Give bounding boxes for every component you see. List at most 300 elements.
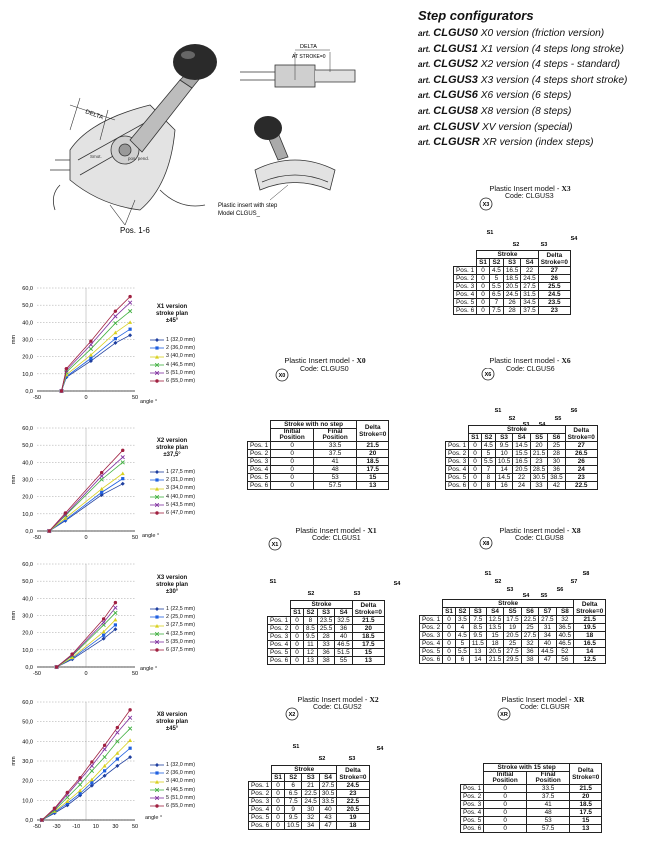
stroke-cell: 33 [530,482,547,490]
step-label: S2 [508,416,516,422]
legend-item [150,377,195,385]
chart-x8-stroke-plan [5,694,145,834]
final-cell: 33.5 [527,785,570,793]
legend-label: 2 (36,0 mm) [166,770,196,777]
pos-cell: Pos. 5 [248,474,271,482]
delta-cell: 20 [357,450,389,458]
art-prefix: art. [418,91,431,101]
table-row [461,785,602,793]
stroke-cell: 21.5 [530,450,547,458]
delta-cell: 23.5 [538,299,570,307]
initial-cell: 0 [271,474,314,482]
stroke-cell: 34 [539,632,556,640]
initial-position-header: Initial Position [484,772,527,785]
initial-cell: 0 [271,482,314,490]
legend-item [150,613,195,621]
insert-x2-table [248,765,370,830]
final-position-header: Final Position [314,429,357,442]
y-tick-label: 30,0 [22,337,33,344]
step-col-header: S6 [548,434,565,442]
stroke-cell: 0 [291,657,304,665]
table-row [249,814,370,822]
series-4 [60,309,132,392]
pos-cell: Pos. 2 [454,275,477,283]
table-row [420,632,606,640]
configurator-line [418,57,648,73]
legend-item [150,476,195,484]
step-label: S5 [540,593,548,599]
y-tick-label: 0,0 [25,389,33,395]
table-row [268,633,385,641]
legend-swatch-icon [150,469,164,475]
delta-cell: 12.5 [574,656,606,664]
delta-cell: 18 [337,822,369,830]
delta-cell: 13 [357,482,389,490]
chart-title-line: ±30° [165,589,179,595]
delta-cell: 21.5 [357,442,389,450]
stroke-cell: 33.5 [319,798,336,806]
step-label: S8 [582,571,590,577]
article-description: X0 version (friction version) [480,28,605,39]
delta-header [352,601,384,617]
stroke-cell: 52 [556,648,573,656]
data-point [114,315,118,319]
initial-position-header: Initial Position [271,429,314,442]
data-point [53,807,56,810]
x-tick-label: -50 [33,671,41,677]
data-point [128,727,132,731]
y-tick-label: 20,0 [22,494,33,501]
stroke-cell: 6 [455,656,469,664]
delta-header-line: Delta [573,426,590,434]
y-tick-label: 10,0 [22,511,33,518]
legend-swatch-icon [150,337,164,343]
chart-x1-xlabel: angle ° [140,399,158,405]
model-badge-label: X3 [482,202,490,208]
series-line [62,303,131,391]
stroke-cell: 40.5 [556,632,573,640]
chart-x3-stroke-plan [5,556,145,681]
stroke-cell: 27.5 [319,782,336,790]
table-corner [454,251,477,267]
lever-text-2: pos. pend. [128,156,150,161]
data-point [116,757,119,760]
stroke-cell: 0 [443,624,456,632]
step-col-header: S4 [319,774,336,782]
stroke-cell: 24.5 [521,275,538,283]
delta-cell: 23 [565,474,597,482]
art-prefix: art. [418,138,431,148]
table-row [268,625,385,633]
article-code: CLGUS0 [433,27,478,39]
y-tick-label: 50,0 [22,443,33,450]
art-prefix: art. [418,106,431,116]
step-label: S2 [307,591,315,597]
series-5 [60,301,132,393]
x-tick-label: 10 [92,824,99,830]
stroke-cell: 37.5 [521,307,538,315]
legend-swatch-icon [150,494,164,500]
stroke-cell: 14.5 [513,442,530,450]
stroke-cell: 5.5 [481,458,495,466]
stroke-cell: 40 [335,633,352,641]
chart-title-line: stroke plan [155,311,188,317]
pos-cell: Pos. 5 [249,814,272,822]
pos-cell: Pos. 3 [461,801,484,809]
table-row [248,466,389,474]
table-row [446,482,598,490]
legend-label: 2 (31,0 mm) [166,477,196,484]
delta-cell: 26.5 [565,450,597,458]
legend-item [150,621,195,629]
delta-cell: 21.5 [352,617,384,625]
x-tick-label: -50 [33,535,41,541]
data-point [128,295,131,298]
delta-cell: 18.5 [570,801,602,809]
stroke-cell: 15 [486,632,503,640]
step-col-header: S5 [530,434,547,442]
step-col-header: S1 [477,259,490,267]
delta-cell: 13 [570,825,602,833]
insert-x8-diagram [478,537,603,602]
legend-swatch-icon [150,614,164,620]
table-row [268,649,385,657]
final-cell: 53 [527,817,570,825]
delta-cell: 21.5 [570,785,602,793]
legend-item [150,777,195,785]
pos-cell: Pos. 6 [446,482,469,490]
stroke-cell: 0 [272,814,285,822]
step-label: S4 [376,746,384,752]
data-point [60,389,63,392]
legend-swatch-icon [150,606,164,612]
data-point [155,347,158,350]
data-point [113,618,117,622]
data-point [128,738,132,742]
legend-swatch-icon [150,647,164,653]
stroke-cell: 27.5 [504,648,521,656]
data-point [155,607,159,611]
legend-label: 4 (46,5 mm) [166,786,196,793]
pos-cell: Pos. 6 [249,822,272,830]
article-description: X8 version (8 steps) [480,105,572,117]
stroke-cell: 0 [469,482,482,490]
y-tick-label: 60,0 [22,700,33,706]
step-label: S2 [512,242,520,248]
legend-item [150,352,195,360]
stroke-cell: 20.5 [513,466,530,474]
delta-cell: 23 [337,790,369,798]
insert-x2-title: Plastic Insert model - X2 [297,695,379,704]
stroke-cell: 28 [503,307,520,315]
chart-x2-title [142,438,202,459]
stroke-cell: 0 [469,442,482,450]
stroke-cell: 42 [548,482,565,490]
delta-cell: 22.5 [337,798,369,806]
data-point [155,772,158,775]
chart-title-line: ±37,5° [163,452,181,458]
insert-xr-code: Code: CLGUSR [520,704,570,711]
step-label: S3 [348,756,356,762]
pos-cell: Pos. 1 [446,442,469,450]
insert-x0-diagram [273,368,373,413]
pos-cell: Pos. 5 [454,299,477,307]
stroke-cell: 31.5 [521,291,538,299]
initial-cell: 0 [484,817,527,825]
delta-header-line: Delta [360,601,377,609]
y-tick-label: 30,0 [22,759,33,765]
chart-title-line: stroke plan [155,445,188,451]
legend-item [150,344,195,352]
stroke-cell: 32.5 [335,617,352,625]
stroke-cell: 7 [481,466,495,474]
stroke-cell: 19 [504,624,521,632]
stroke-cell: 55 [335,657,352,665]
legend-swatch-icon [150,770,164,776]
chart-x1-title [142,304,202,325]
step-configurators-title: Step configurators [418,8,534,23]
data-point [100,491,103,494]
legend-item [150,501,195,509]
legend-item [150,605,195,613]
stroke-cell: 4.5 [481,442,495,450]
legend-swatch-icon [150,502,164,508]
series-2 [60,328,132,393]
data-point [65,367,68,370]
stroke-cell: 24.5 [503,291,520,299]
stroke-cell: 22 [521,267,538,275]
stroke-cell: 10.5 [284,822,301,830]
stroke-cell: 0 [272,806,285,814]
pos-cell: Pos. 2 [249,790,272,798]
initial-cell: 0 [271,466,314,474]
x-tick-label: 50 [131,395,139,401]
data-point [90,764,94,768]
insert-x1-diagram [265,537,405,597]
y-axis-label: mm [11,334,17,345]
pos-cell: Pos. 3 [446,458,469,466]
data-point [121,482,125,486]
data-point [155,616,158,619]
delta-header-line: Stroke=0 [572,774,600,781]
legend-label: 6 (55,0 mm) [166,378,196,385]
stroke-cell: 12 [303,649,317,657]
stroke-cell: 21.5 [486,656,503,664]
step-label: S2 [494,579,502,585]
final-cell: 48 [527,809,570,817]
insert-x0-table [247,420,389,490]
y-tick-label: 20,0 [22,778,33,785]
data-point [78,783,82,787]
stroke-cell: 40 [319,806,336,814]
stroke-cell: 7.5 [489,307,503,315]
stroke-cell: 44.5 [539,648,556,656]
data-point [128,716,132,720]
x-tick-label: -50 [33,395,41,401]
data-point [89,357,92,360]
y-tick-label: 30,0 [22,613,33,620]
stroke-cell: 8 [481,474,495,482]
table-row [446,474,598,482]
chart-title-line: X2 version [156,438,188,444]
chart-x1-legend [150,336,195,385]
delta-cell: 20.5 [337,806,369,814]
step-col-header: S3 [317,609,334,617]
stroke-cell: 0 [272,782,285,790]
data-point [128,708,131,711]
pos-cell: Pos. 4 [446,466,469,474]
pos-cell: Pos. 1 [248,442,271,450]
delta-cell: 15 [357,474,389,482]
step-col-header: S8 [556,608,573,616]
pos-cell: Pos. 2 [461,793,484,801]
delta-label-left: DELTA [84,109,104,122]
stroke-cell: 0 [443,648,456,656]
data-point [89,343,93,347]
stroke-cell: 0 [477,291,490,299]
table-row [454,291,571,299]
stroke-cell: 36.5 [556,624,573,632]
legend-label: 1 (22,5 mm) [166,606,196,612]
data-point [64,511,67,514]
initial-cell: 0 [271,458,314,466]
data-point [128,309,132,313]
step-label: S3 [353,591,361,597]
stroke-cell: 0 [291,617,304,625]
article-description: XV version (special) [481,121,573,133]
data-point [121,449,124,452]
chart-title-line: X8 version [156,712,188,718]
step-label: S2 [318,756,326,762]
stroke-cell: 10.5 [495,458,512,466]
stroke-cell: 47 [319,822,336,830]
stroke-cell: 13 [469,648,486,656]
stroke-cell: 0 [272,822,285,830]
pos-cell: Pos. 6 [461,825,484,833]
insert-x0-code: Code: CLGUS0 [300,366,349,373]
y-tick-label: 50,0 [22,303,33,310]
data-point [155,479,158,482]
pos-cell: Pos. 6 [454,307,477,315]
legend-label: 2 (36,0 mm) [166,345,196,352]
delta-cell: 23 [538,307,570,315]
insert-x6-title: Plastic Insert model - X6 [489,356,571,365]
table-row [249,782,370,790]
pos-cell: Pos. 5 [446,474,469,482]
delta-cell: 24.5 [337,782,369,790]
y-tick-label: 40,0 [22,460,33,467]
step-label: S4 [393,581,401,587]
delta-header [357,421,389,442]
series-line [62,311,131,391]
pos-cell: Pos. 3 [268,633,291,641]
stroke-cell: 25 [548,442,565,450]
table-row [454,283,571,291]
stroke-cell: 0 [443,656,456,664]
stroke-header: Stroke [272,766,337,774]
stroke-cell: 30.5 [319,790,336,798]
data-point [121,471,125,475]
pos-cell: Pos. 4 [461,809,484,817]
table-row [248,450,389,458]
configurator-line [418,88,648,104]
data-point [155,338,159,342]
configurator-line [418,73,648,89]
stroke-cell: 30 [548,458,565,466]
delta-header-line: Delta [546,251,563,259]
table-row [248,442,389,450]
step-label: S1 [484,571,492,577]
data-point [121,477,124,480]
stroke-cell: 0 [291,641,304,649]
step-col-header: S3 [302,774,319,782]
delta-cell: 27 [538,267,570,275]
chart-x8-xlabel: angle ° [145,815,163,821]
delta-cell: 13 [352,657,384,665]
table-row [446,450,598,458]
stroke-cell: 28.5 [530,466,547,474]
data-point [114,623,117,626]
pos-cell: Pos. 5 [268,649,291,657]
x-tick-label: 0 [84,671,88,677]
stroke-cell: 18 [486,640,503,648]
model-badge-label: X6 [484,372,492,378]
legend-swatch-icon [150,803,164,809]
x-tick-label: -50 [33,824,41,830]
delta-header-line: Stroke=0 [567,433,595,441]
y-tick-label: 40,0 [22,596,33,603]
data-point [89,347,93,351]
x-tick-label: 0 [84,535,88,541]
step-col-header: S4 [521,259,538,267]
stroke-cell: 16.5 [503,267,520,275]
stroke-cell: 8 [303,617,317,625]
table-row [249,822,370,830]
stroke-cell: 0 [291,649,304,657]
stroke-cell: 46.5 [556,640,573,648]
delta-header-line: Delta [345,766,361,774]
insert-xr-title: Plastic Insert model - XR [501,695,585,704]
delta-header-line: Delta [581,600,598,608]
stroke-header: Stroke with 15 step [484,764,570,772]
step-col-header: S1 [272,774,285,782]
chart-title-line: ±45° [165,726,179,732]
model-badge-label: X0 [278,373,286,379]
data-point [155,804,158,807]
table-row [446,442,598,450]
step-col-header: S2 [284,774,301,782]
article-description: X6 version (6 steps) [480,90,572,102]
legend-swatch-icon [150,762,164,768]
stroke-cell: 3.5 [455,616,469,624]
stroke-cell: 36 [521,648,538,656]
step-col-header: S6 [521,608,538,616]
table-row [268,617,385,625]
stroke-header: Stroke [443,600,574,608]
pos-cell: Pos. 1 [420,616,443,624]
stroke-cell: 56 [556,656,573,664]
pos-cell: Pos. 4 [249,806,272,814]
legend-item [150,369,195,377]
insert-x6-code: Code: CLGUS6 [506,366,555,373]
legend-label: 5 (43,5 mm) [166,501,196,508]
configurator-line [418,26,648,42]
y-tick-label: 60,0 [22,286,33,292]
pos-cell: Pos. 6 [268,657,291,665]
legend-item [150,336,195,344]
legend-label: 4 (32,5 mm) [166,630,196,637]
legend-item [150,493,195,501]
